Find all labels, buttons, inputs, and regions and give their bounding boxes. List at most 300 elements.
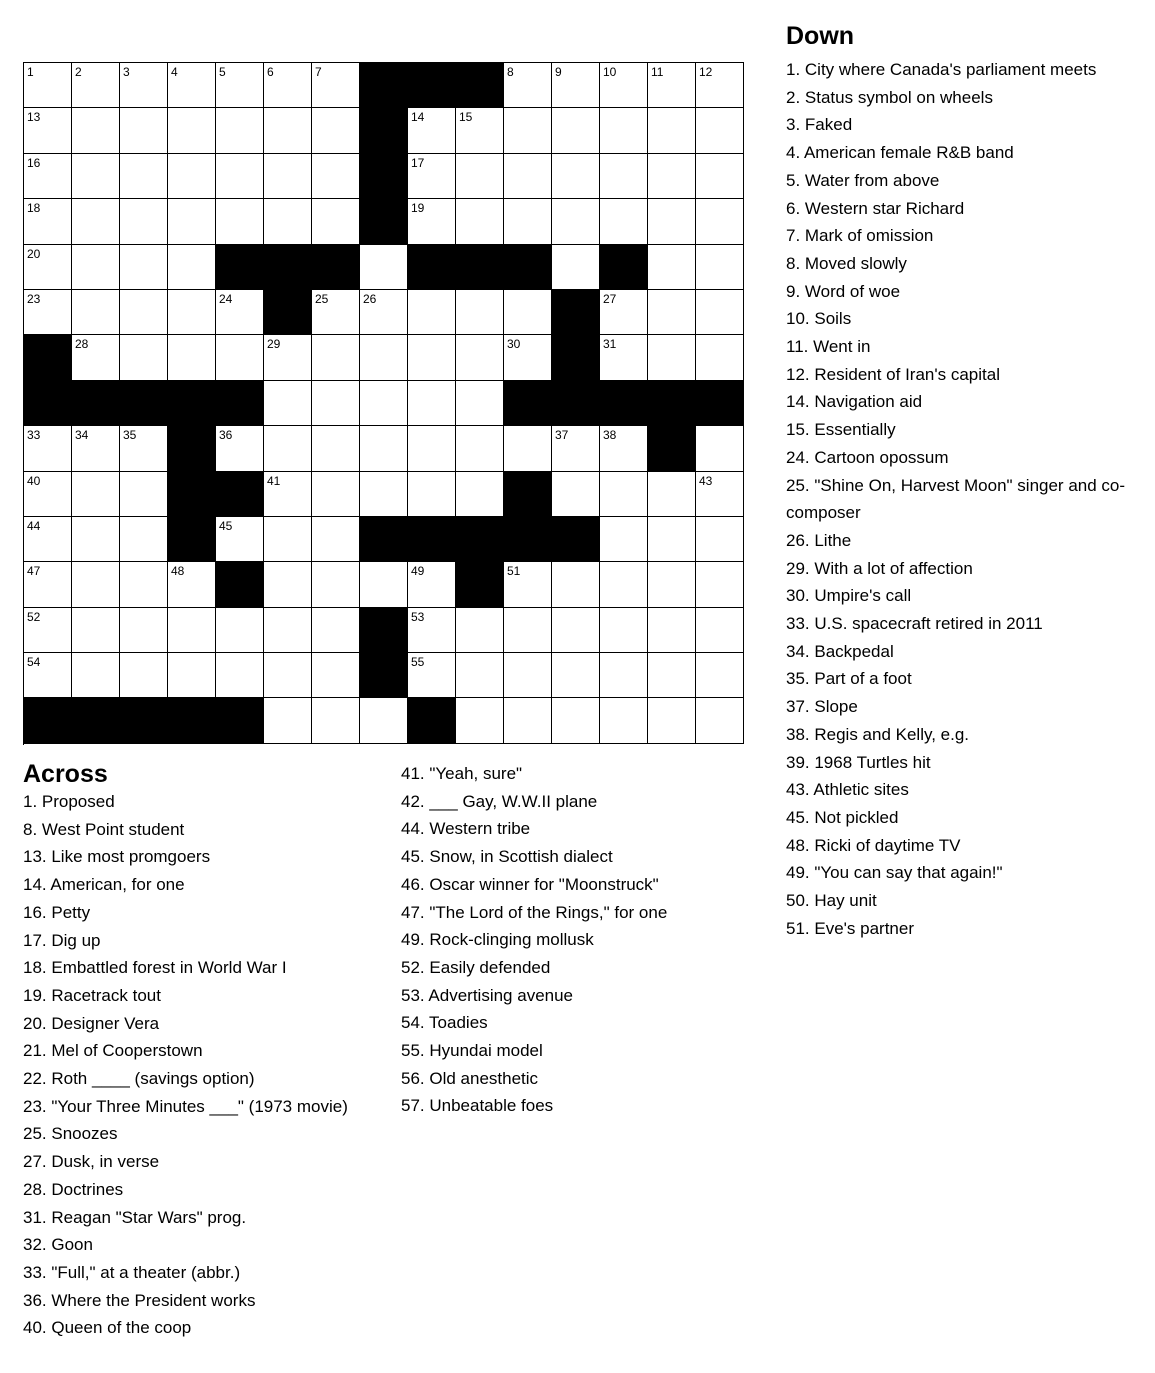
- grid-cell[interactable]: [504, 335, 552, 380]
- grid-cell[interactable]: [408, 335, 456, 380]
- grid-cell[interactable]: [600, 199, 648, 244]
- black-square: [408, 63, 456, 108]
- grid-cell[interactable]: [504, 154, 552, 199]
- grid-cell[interactable]: [600, 517, 648, 562]
- down-clue[interactable]: 8. Moved slowly: [786, 253, 907, 273]
- grid-cell[interactable]: [264, 381, 312, 426]
- grid-cell[interactable]: [264, 426, 312, 471]
- across-clue[interactable]: 44. Western tribe: [401, 819, 531, 839]
- grid-cell[interactable]: [312, 199, 360, 244]
- grid-cell[interactable]: [168, 653, 216, 698]
- grid-cell[interactable]: [24, 199, 72, 244]
- black-square: [360, 63, 408, 108]
- down-clue[interactable]: 35. Part of a foot: [786, 669, 912, 689]
- grid-cell[interactable]: [696, 562, 744, 607]
- across-clue[interactable]: 46. Oscar winner for "Moonstruck": [401, 874, 659, 894]
- across-clue[interactable]: 27. Dusk, in verse: [23, 1152, 160, 1172]
- black-square: [456, 517, 504, 562]
- black-square: [264, 290, 312, 335]
- across-clue[interactable]: 40. Queen of the coop: [23, 1318, 192, 1338]
- grid-cell[interactable]: [24, 653, 72, 698]
- grid-cell[interactable]: [120, 426, 168, 471]
- grid-cell[interactable]: [120, 517, 168, 562]
- down-clue[interactable]: 7. Mark of omission: [786, 226, 934, 246]
- clue-number: 13: [27, 110, 41, 125]
- down-clue[interactable]: 29. With a lot of affection: [786, 558, 973, 578]
- clue-number: 19: [411, 201, 425, 216]
- grid-cell[interactable]: [696, 608, 744, 653]
- grid-cell[interactable]: [408, 108, 456, 153]
- black-square: [24, 698, 72, 743]
- clue-number: 14: [411, 110, 425, 125]
- grid-cell[interactable]: [168, 245, 216, 290]
- grid-cell[interactable]: [168, 108, 216, 153]
- grid-cell[interactable]: [408, 199, 456, 244]
- grid-cell[interactable]: [456, 426, 504, 471]
- grid-cell[interactable]: [24, 290, 72, 335]
- across-clue-list: [23, 788, 368, 1342]
- grid-cell[interactable]: [552, 472, 600, 517]
- clue-number: 49: [411, 564, 425, 579]
- grid-cell[interactable]: [648, 335, 696, 380]
- grid-cell[interactable]: [312, 63, 360, 108]
- grid-cell[interactable]: [72, 653, 120, 698]
- clue-number: 16: [27, 155, 41, 170]
- clue-number: 43: [699, 473, 713, 488]
- grid-cell[interactable]: [264, 154, 312, 199]
- clue-number: 12: [699, 65, 713, 79]
- across-clue[interactable]: 49. Rock-clinging mollusk: [401, 930, 594, 950]
- grid-cell[interactable]: [120, 335, 168, 380]
- down-clue[interactable]: 3. Faked: [786, 115, 853, 135]
- down-clue[interactable]: 5. Water from above: [786, 170, 940, 190]
- grid-cell[interactable]: [216, 199, 264, 244]
- grid-cell[interactable]: [120, 108, 168, 153]
- grid-cell[interactable]: [456, 290, 504, 335]
- down-clue[interactable]: 6. Western star Richard: [786, 198, 965, 218]
- across-clue[interactable]: 19. Racetrack tout: [23, 985, 161, 1005]
- grid-cell[interactable]: [120, 63, 168, 108]
- grid-cell[interactable]: [600, 63, 648, 108]
- clue-number: 37: [555, 428, 569, 443]
- grid-cell[interactable]: [504, 653, 552, 698]
- grid-cell[interactable]: [264, 562, 312, 607]
- grid-cell[interactable]: [312, 698, 360, 743]
- grid-cell[interactable]: [504, 290, 552, 335]
- grid-cell[interactable]: [552, 426, 600, 471]
- grid-cell[interactable]: [72, 517, 120, 562]
- grid-cell[interactable]: [552, 698, 600, 743]
- clue-number: 30: [507, 337, 521, 352]
- grid-cell[interactable]: [360, 335, 408, 380]
- grid-cell[interactable]: [504, 199, 552, 244]
- across-clue[interactable]: 31. Reagan "Star Wars" prog.: [23, 1207, 247, 1227]
- down-clue[interactable]: 10. Soils: [786, 309, 852, 329]
- grid-cell[interactable]: [264, 199, 312, 244]
- black-square: [216, 562, 264, 607]
- grid-cell[interactable]: [552, 108, 600, 153]
- grid-cell[interactable]: [456, 199, 504, 244]
- across-clue[interactable]: 52. Easily defended: [401, 957, 551, 977]
- grid-cell[interactable]: [216, 517, 264, 562]
- grid-cell[interactable]: [264, 63, 312, 108]
- grid-cell[interactable]: [408, 426, 456, 471]
- grid-cell[interactable]: [504, 426, 552, 471]
- grid-cell[interactable]: [696, 426, 744, 471]
- across-clue[interactable]: 47. "The Lord of the Rings," for one: [401, 902, 668, 922]
- down-clue[interactable]: 2. Status symbol on wheels: [786, 87, 993, 107]
- grid-cell[interactable]: [648, 63, 696, 108]
- grid-cell[interactable]: [312, 472, 360, 517]
- down-clue[interactable]: 50. Hay unit: [786, 891, 877, 911]
- grid-cell[interactable]: [456, 653, 504, 698]
- grid-cell[interactable]: [120, 562, 168, 607]
- across-clue[interactable]: 56. Old anesthetic: [401, 1068, 539, 1088]
- grid-cell[interactable]: [552, 562, 600, 607]
- clue-number: 41: [267, 473, 281, 488]
- grid-cell[interactable]: [312, 517, 360, 562]
- grid-cell[interactable]: [696, 698, 744, 743]
- grid-cell[interactable]: [600, 335, 648, 380]
- across-clue[interactable]: 33. "Full," at a theater (abbr.): [23, 1262, 241, 1282]
- grid-cell[interactable]: [216, 63, 264, 108]
- grid-cell[interactable]: [168, 154, 216, 199]
- black-square: [552, 335, 600, 380]
- down-clue[interactable]: 45. Not pickled: [786, 807, 899, 827]
- grid-cell[interactable]: [696, 653, 744, 698]
- across-clue[interactable]: 17. Dig up: [23, 930, 101, 950]
- black-square: [168, 381, 216, 426]
- clue-number: 17: [411, 155, 425, 170]
- grid-cell[interactable]: [360, 245, 408, 290]
- clue-number: 51: [507, 564, 521, 579]
- grid-cell[interactable]: [504, 63, 552, 108]
- grid-cell[interactable]: [696, 290, 744, 335]
- grid-cell[interactable]: [24, 472, 72, 517]
- across-clue[interactable]: 53. Advertising avenue: [401, 985, 574, 1005]
- across-clue[interactable]: 45. Snow, in Scottish dialect: [401, 847, 613, 867]
- grid-cell[interactable]: [72, 199, 120, 244]
- clue-number: 3: [123, 65, 130, 79]
- grid-cell[interactable]: [408, 154, 456, 199]
- across-clue[interactable]: 21. Mel of Cooperstown: [23, 1041, 203, 1061]
- grid-cell[interactable]: [696, 199, 744, 244]
- down-clue[interactable]: 37. Slope: [786, 697, 858, 717]
- black-square: [264, 245, 312, 290]
- grid-cell[interactable]: [600, 290, 648, 335]
- grid-cell[interactable]: [648, 108, 696, 153]
- grid-cell[interactable]: [120, 653, 168, 698]
- grid-cell[interactable]: [600, 608, 648, 653]
- clue-number: 38: [603, 428, 617, 443]
- black-square: [600, 245, 648, 290]
- down-clue[interactable]: 1. City where Canada's parliament meets: [786, 60, 1097, 79]
- across-clue[interactable]: 1. Proposed: [23, 792, 115, 811]
- across-clue[interactable]: 54. Toadies: [401, 1013, 488, 1033]
- grid-cell[interactable]: [312, 562, 360, 607]
- down-heading: Down: [786, 22, 855, 50]
- grid-cell[interactable]: [456, 608, 504, 653]
- grid-cell[interactable]: [72, 290, 120, 335]
- black-square: [648, 381, 696, 426]
- grid-cell[interactable]: [696, 335, 744, 380]
- across-clue[interactable]: 20. Designer Vera: [23, 1013, 160, 1033]
- grid-cell[interactable]: [360, 472, 408, 517]
- black-square: [72, 698, 120, 743]
- across-clue[interactable]: 18. Embattled forest in World War I: [23, 958, 287, 978]
- black-square: [600, 381, 648, 426]
- grid-cell[interactable]: [600, 108, 648, 153]
- across-heading: Across: [23, 760, 108, 788]
- clue-number: 25: [315, 291, 329, 306]
- black-square: [360, 108, 408, 153]
- grid-cell[interactable]: [24, 562, 72, 607]
- grid-cell[interactable]: [168, 63, 216, 108]
- grid-cell[interactable]: [552, 63, 600, 108]
- grid-cell[interactable]: [696, 472, 744, 517]
- grid-cell[interactable]: [312, 653, 360, 698]
- down-clue[interactable]: 39. 1968 Turtles hit: [786, 752, 931, 772]
- grid-cell[interactable]: [408, 608, 456, 653]
- grid-cell[interactable]: [696, 108, 744, 153]
- grid-cell[interactable]: [648, 154, 696, 199]
- grid-cell[interactable]: [312, 335, 360, 380]
- grid-cell[interactable]: [264, 472, 312, 517]
- grid-cell[interactable]: [72, 154, 120, 199]
- across-clue[interactable]: 32. Goon: [23, 1235, 93, 1255]
- grid-cell[interactable]: [600, 472, 648, 517]
- grid-cell[interactable]: [360, 562, 408, 607]
- grid-cell[interactable]: [408, 290, 456, 335]
- grid-cell[interactable]: [648, 472, 696, 517]
- grid-cell[interactable]: [600, 653, 648, 698]
- grid-cell[interactable]: [456, 108, 504, 153]
- clue-number: 45: [219, 518, 233, 533]
- grid-cell[interactable]: [72, 245, 120, 290]
- grid-cell[interactable]: [552, 154, 600, 199]
- down-clue[interactable]: 14. Navigation aid: [786, 392, 923, 412]
- grid-cell[interactable]: [360, 290, 408, 335]
- grid-cell[interactable]: [216, 653, 264, 698]
- grid-cell[interactable]: [72, 608, 120, 653]
- grid-cell[interactable]: [312, 426, 360, 471]
- black-square: [648, 426, 696, 471]
- grid-cell[interactable]: [120, 245, 168, 290]
- grid-cell[interactable]: [24, 245, 72, 290]
- down-clue[interactable]: 12. Resident of Iran's capital: [786, 364, 1000, 384]
- clue-number: 34: [75, 428, 89, 443]
- grid-cell[interactable]: [216, 290, 264, 335]
- grid-cell[interactable]: [168, 290, 216, 335]
- grid-cell[interactable]: [264, 335, 312, 380]
- grid-cell[interactable]: [24, 426, 72, 471]
- grid-cell[interactable]: [360, 426, 408, 471]
- grid-cell[interactable]: [72, 562, 120, 607]
- black-square: [360, 653, 408, 698]
- down-clue[interactable]: 24. Cartoon opossum: [786, 447, 949, 467]
- down-clue[interactable]: 15. Essentially: [786, 420, 896, 440]
- grid-cell[interactable]: [216, 426, 264, 471]
- clue-number: 15: [459, 110, 473, 125]
- grid-cell[interactable]: [168, 335, 216, 380]
- across-clue[interactable]: 55. Hyundai model: [401, 1041, 543, 1061]
- grid-cell[interactable]: [552, 199, 600, 244]
- grid-cell[interactable]: [24, 63, 72, 108]
- down-clue[interactable]: 43. Athletic sites: [786, 780, 909, 800]
- across-clue[interactable]: 36. Where the President works: [23, 1290, 256, 1310]
- down-clue[interactable]: 51. Eve's partner: [786, 918, 914, 938]
- grid-cell[interactable]: [600, 426, 648, 471]
- grid-cell[interactable]: [648, 608, 696, 653]
- across-clue[interactable]: 22. Roth ____ (savings option): [23, 1069, 255, 1089]
- grid-cell[interactable]: [264, 653, 312, 698]
- black-square: [168, 472, 216, 517]
- grid-cell[interactable]: [168, 562, 216, 607]
- grid-cell[interactable]: [312, 154, 360, 199]
- across-clue[interactable]: 13. Like most promgoers: [23, 847, 211, 867]
- clue-number: 47: [27, 564, 41, 579]
- grid-cell[interactable]: [504, 608, 552, 653]
- down-clue[interactable]: 4. American female R&B band: [786, 143, 1014, 163]
- grid-cell[interactable]: [456, 698, 504, 743]
- black-square: [408, 698, 456, 743]
- grid-cell[interactable]: [72, 108, 120, 153]
- down-clue[interactable]: 34. Backpedal: [786, 641, 894, 661]
- clue-number: 23: [27, 291, 41, 306]
- grid-cell[interactable]: [600, 562, 648, 607]
- down-clue[interactable]: 11. Went in: [786, 337, 871, 357]
- across-clue[interactable]: 16. Petty: [23, 902, 91, 922]
- black-square: [696, 381, 744, 426]
- grid-cell[interactable]: [456, 472, 504, 517]
- grid-cell[interactable]: [552, 608, 600, 653]
- grid-cell[interactable]: [24, 517, 72, 562]
- grid-cell[interactable]: [648, 698, 696, 743]
- grid-cell[interactable]: [312, 290, 360, 335]
- down-clue[interactable]: 25. "Shine On, Harvest Moon" singer and co-composer: [786, 475, 1126, 523]
- down-clue[interactable]: 9. Word of woe: [786, 281, 901, 301]
- clue-number: 44: [27, 518, 41, 533]
- grid-cell[interactable]: [648, 290, 696, 335]
- grid-cell[interactable]: [24, 108, 72, 153]
- grid-cell[interactable]: [360, 698, 408, 743]
- clue-number: 6: [267, 65, 274, 79]
- across-clue[interactable]: 14. American, for one: [23, 875, 185, 895]
- grid-cell[interactable]: [552, 245, 600, 290]
- grid-cell[interactable]: [648, 199, 696, 244]
- across-clue[interactable]: 8. West Point student: [23, 819, 185, 839]
- grid-cell[interactable]: [264, 698, 312, 743]
- grid-cell[interactable]: [216, 608, 264, 653]
- clue-number: 31: [603, 337, 617, 352]
- black-square: [360, 608, 408, 653]
- grid-cell[interactable]: [72, 63, 120, 108]
- crossword-grid: [23, 62, 744, 745]
- grid-cell[interactable]: [24, 154, 72, 199]
- grid-cell[interactable]: [312, 608, 360, 653]
- grid-cell[interactable]: [600, 698, 648, 743]
- clue-number: 8: [507, 65, 514, 79]
- grid-cell[interactable]: [552, 653, 600, 698]
- grid-cell[interactable]: [456, 154, 504, 199]
- clue-number: 35: [123, 428, 137, 443]
- grid-cell[interactable]: [120, 290, 168, 335]
- grid-cell[interactable]: [264, 517, 312, 562]
- grid-cell[interactable]: [408, 653, 456, 698]
- grid-cell[interactable]: [216, 335, 264, 380]
- black-square: [408, 245, 456, 290]
- grid-cell[interactable]: [456, 381, 504, 426]
- across-clue[interactable]: 42. ___ Gay, W.W.II plane: [401, 791, 598, 811]
- clue-number: 55: [411, 655, 425, 670]
- down-clue[interactable]: 33. U.S. spacecraft retired in 2011: [786, 614, 1043, 634]
- across-clue[interactable]: 28. Doctrines: [23, 1179, 124, 1199]
- down-clue[interactable]: 38. Regis and Kelly, e.g.: [786, 724, 970, 744]
- grid-cell[interactable]: [72, 335, 120, 380]
- grid-cell[interactable]: [696, 245, 744, 290]
- grid-cell[interactable]: [600, 154, 648, 199]
- black-square: [504, 245, 552, 290]
- black-square: [72, 381, 120, 426]
- grid-cell[interactable]: [120, 199, 168, 244]
- grid-cell[interactable]: [696, 517, 744, 562]
- grid-cell[interactable]: [312, 381, 360, 426]
- grid-cell[interactable]: [168, 608, 216, 653]
- grid-cell[interactable]: [120, 472, 168, 517]
- clue-number: 36: [219, 428, 233, 443]
- black-square: [216, 698, 264, 743]
- grid-cell[interactable]: [72, 472, 120, 517]
- grid-cell[interactable]: [648, 517, 696, 562]
- down-clue[interactable]: 49. "You can say that again!": [786, 863, 1003, 883]
- down-clue[interactable]: 30. Umpire's call: [786, 586, 912, 606]
- grid-cell[interactable]: [264, 108, 312, 153]
- grid-cell[interactable]: [456, 335, 504, 380]
- across-clue[interactable]: 25. Snoozes: [23, 1124, 118, 1144]
- grid-cell[interactable]: [72, 426, 120, 471]
- grid-cell[interactable]: [696, 63, 744, 108]
- grid-cell[interactable]: [504, 698, 552, 743]
- grid-cell[interactable]: [312, 108, 360, 153]
- grid-cell[interactable]: [120, 608, 168, 653]
- black-square: [168, 426, 216, 471]
- grid-cell[interactable]: [504, 562, 552, 607]
- clue-number: 4: [171, 65, 178, 79]
- grid-cell[interactable]: [120, 154, 168, 199]
- grid-cell[interactable]: [648, 562, 696, 607]
- across-clue[interactable]: 23. "Your Three Minutes ___" (1973 movie): [23, 1096, 348, 1116]
- grid-cell[interactable]: [216, 154, 264, 199]
- grid-cell[interactable]: [504, 108, 552, 153]
- grid-cell[interactable]: [264, 608, 312, 653]
- grid-cell[interactable]: [696, 154, 744, 199]
- grid-cell[interactable]: [408, 472, 456, 517]
- clue-number: 9: [555, 65, 562, 79]
- grid-cell[interactable]: [648, 245, 696, 290]
- down-clue[interactable]: 26. Lithe: [786, 530, 852, 550]
- down-clue[interactable]: 48. Ricki of daytime TV: [786, 835, 961, 855]
- grid-cell[interactable]: [648, 653, 696, 698]
- grid-cell[interactable]: [216, 108, 264, 153]
- grid-cell[interactable]: [408, 562, 456, 607]
- grid-cell[interactable]: [360, 381, 408, 426]
- across-clue[interactable]: 41. "Yeah, sure": [401, 764, 523, 783]
- grid-cell[interactable]: [168, 199, 216, 244]
- grid-cell[interactable]: [408, 381, 456, 426]
- clue-number: 54: [27, 655, 41, 670]
- across-clue[interactable]: 57. Unbeatable foes: [401, 1096, 554, 1116]
- grid-cell[interactable]: [24, 608, 72, 653]
